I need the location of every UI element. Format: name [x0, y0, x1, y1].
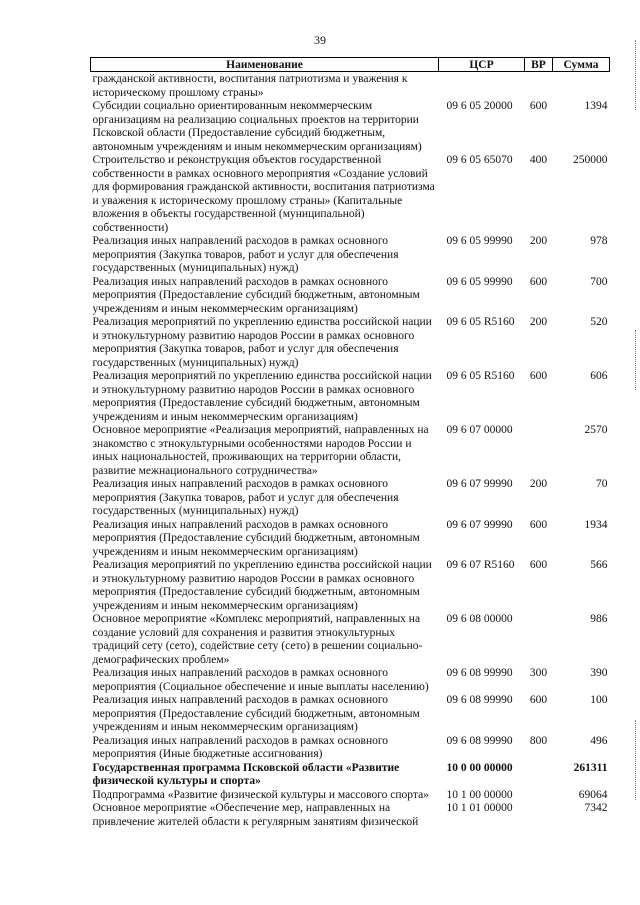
table-row — [91, 72, 610, 101]
row-vr — [525, 789, 553, 803]
row-sum: 700 — [590, 275, 608, 288]
table-row — [91, 802, 610, 829]
row-vr: 300 — [529, 667, 548, 679]
row-name: Реализация иных направлений расходов в рамках основного мероприятия (Предоставление субсидий бюджетным, автономным учреждениям и иным некоммерческим организациям) — [92, 518, 420, 558]
header-csr: ЦСР — [439, 58, 525, 72]
table-row — [91, 613, 610, 667]
header-name: Наименование — [91, 58, 439, 72]
row-name: Реализация мероприятий по укреплению единства российской нации и этнокультурному развитию народов России в рамках основного мероприятия (Закупка товаров, работ и услуг для обеспечения государственных (муниципальных) нужд) — [92, 316, 432, 369]
row-csr: 10 0 00 00000 — [446, 761, 513, 774]
row-name: Основное мероприятие «Комплекс мероприятий, направленных на создание условий для сохранения и развития этнокультурных традиций сету (сето), содействие сету (сето) в решении социально-демографических проблем» — [92, 613, 423, 666]
page-number: 39 — [314, 33, 326, 47]
header-vr: ВР — [525, 58, 553, 72]
table-row — [91, 667, 610, 694]
row-name: Реализация иных направлений расходов в рамках основного мероприятия (Предоставление субсидий бюджетным, автономным учреждениям и иным некоммерческим организациям) — [92, 694, 420, 733]
table-header-row — [91, 58, 610, 72]
row-sum: 2570 — [584, 424, 608, 436]
row-name: Подпрограмма «Развитие физической культуры и массового спорта» — [92, 788, 429, 801]
table-row — [91, 370, 610, 424]
table-row — [91, 154, 610, 235]
row-name: Государственная программа Псковской области «Развитие физической культуры и спорта» — [92, 761, 400, 787]
table-row — [91, 789, 610, 803]
row-sum: 1934 — [584, 518, 608, 531]
row-sum: 978 — [590, 235, 608, 247]
row-sum: 250000 — [573, 154, 608, 166]
row-name: Реализация иных направлений расходов в рамках основного мероприятия (Предоставление субсидий бюджетным, автономным учреждениям и иным некоммерческим организациям) — [92, 275, 420, 315]
row-csr: 09 6 08 99990 — [446, 734, 513, 747]
row-vr: 600 — [529, 518, 548, 531]
row-sum: 69064 — [578, 788, 608, 801]
table-body — [91, 72, 610, 830]
row-csr: 09 6 05 65070 — [446, 154, 513, 166]
row-vr — [525, 762, 553, 789]
table-row — [91, 735, 610, 762]
row-sum: 390 — [590, 667, 608, 679]
row-name: Реализация мероприятий по укреплению единства российской нации и этнокультурному развитию народов России в рамках основного мероприятия (Предоставление субсидий бюджетным, автономным учреждениям и иным некоммерческим организациям) — [92, 370, 432, 423]
header-sum: Сумма — [553, 58, 610, 72]
row-name: Основное мероприятие «Обеспечение мер, направленных на привлечение жителей области к регулярным занятиям физической — [92, 802, 419, 828]
row-name: Реализация мероприятий по укреплению единства российской нации и этнокультурному развитию народов России в рамках основного мероприятия (Предоставление субсидий бюджетным, автономным учреждениям и иным некоммерческим организациям) — [92, 559, 432, 612]
row-csr: 09 6 08 99990 — [446, 667, 513, 679]
scan-edge-mark — [635, 720, 636, 800]
row-csr: 09 6 05 R5160 — [446, 370, 515, 382]
row-csr: 09 6 05 20000 — [446, 100, 513, 112]
table-row — [91, 478, 610, 519]
row-csr: 09 6 07 R5160 — [446, 559, 515, 571]
scan-edge-mark — [635, 330, 636, 390]
row-csr: 09 6 08 00000 — [446, 613, 513, 625]
row-sum: 100 — [590, 694, 608, 706]
row-vr: 200 — [529, 478, 548, 490]
table-row — [91, 519, 610, 560]
row-vr: 600 — [529, 370, 548, 382]
table-row — [91, 235, 610, 276]
row-csr: 10 1 00 00000 — [446, 788, 513, 801]
row-csr: 10 1 01 00000 — [446, 802, 513, 814]
row-name: гражданской активности, воспитания патриотизма и уважения к историческому прошлому страны» — [92, 73, 408, 99]
row-sum: 70 — [596, 478, 608, 490]
row-vr: 800 — [529, 734, 548, 747]
row-name: Реализация иных направлений расходов в рамках основного мероприятия (Социальное обеспечение и иные выплаты населению) — [92, 667, 429, 693]
row-vr: 600 — [529, 100, 548, 112]
table-row — [91, 559, 610, 613]
row-vr — [525, 424, 553, 478]
row-csr: 09 6 07 00000 — [446, 424, 513, 436]
row-name: Строительство и реконструкция объектов государственной собственности в рамках основного мероприятия «Создание условий для формирования гражданской активности, воспитания патриотизма и уважения к историческому прошлому страны» (Капитальные вложения в объекты государственной (муниципальной) собственности) — [92, 154, 435, 234]
row-vr — [525, 72, 553, 101]
row-sum: 986 — [590, 613, 608, 625]
row-sum: 606 — [590, 370, 608, 382]
table-row — [91, 100, 610, 154]
row-sum: 261311 — [573, 761, 608, 774]
row-csr: 09 6 07 99990 — [446, 518, 513, 531]
row-vr: 200 — [529, 235, 548, 247]
row-csr: 09 6 05 99990 — [446, 235, 513, 247]
row-sum: 7342 — [584, 802, 608, 814]
row-name: Субсидии социально ориентированным некоммерческим организациям на реализацию социальных проектов на территории Псковской области (Предоставление субсидий бюджетным, автономным учреждениям и иным некоммерческим организациям) — [92, 100, 422, 153]
table-row — [91, 424, 610, 478]
row-name: Реализация иных направлений расходов в рамках основного мероприятия (Закупка товаров, работ и услуг для обеспечения государственных (муниципальных) нужд) — [92, 478, 399, 517]
row-csr — [439, 72, 525, 101]
table-row — [91, 316, 610, 370]
row-vr: 400 — [529, 154, 548, 166]
row-vr: 600 — [529, 559, 548, 571]
row-vr: 200 — [529, 316, 548, 328]
row-csr: 09 6 07 99990 — [446, 478, 513, 490]
table-row — [91, 762, 610, 789]
row-sum: 496 — [590, 734, 608, 747]
row-vr — [525, 613, 553, 667]
budget-table — [90, 57, 610, 829]
row-csr: 09 6 08 99990 — [446, 694, 513, 706]
scan-edge-mark — [635, 40, 636, 110]
row-sum — [553, 72, 610, 101]
row-sum: 566 — [590, 559, 608, 571]
row-name: Основное мероприятие «Реализация мероприятий, направленных на знакомство с этнокультурными особенностями народов России и иных национальностей, проживающих на территории области, развитие межнационального сотрудничества» — [92, 424, 429, 477]
row-csr: 09 6 05 R5160 — [446, 316, 515, 328]
row-vr: 600 — [529, 694, 548, 706]
row-vr — [525, 802, 553, 829]
row-vr: 600 — [529, 275, 548, 288]
row-csr: 09 6 05 99990 — [446, 275, 513, 288]
table-row — [91, 694, 610, 735]
row-sum: 520 — [590, 316, 608, 328]
row-name: Реализация иных направлений расходов в рамках основного мероприятия (Закупка товаров, работ и услуг для обеспечения государственных (муниципальных) нужд) — [92, 235, 399, 274]
row-name: Реализация иных направлений расходов в рамках основного мероприятия (Иные бюджетные ассигнования) — [92, 734, 389, 760]
table-row — [91, 276, 610, 317]
row-sum: 1394 — [584, 100, 608, 112]
